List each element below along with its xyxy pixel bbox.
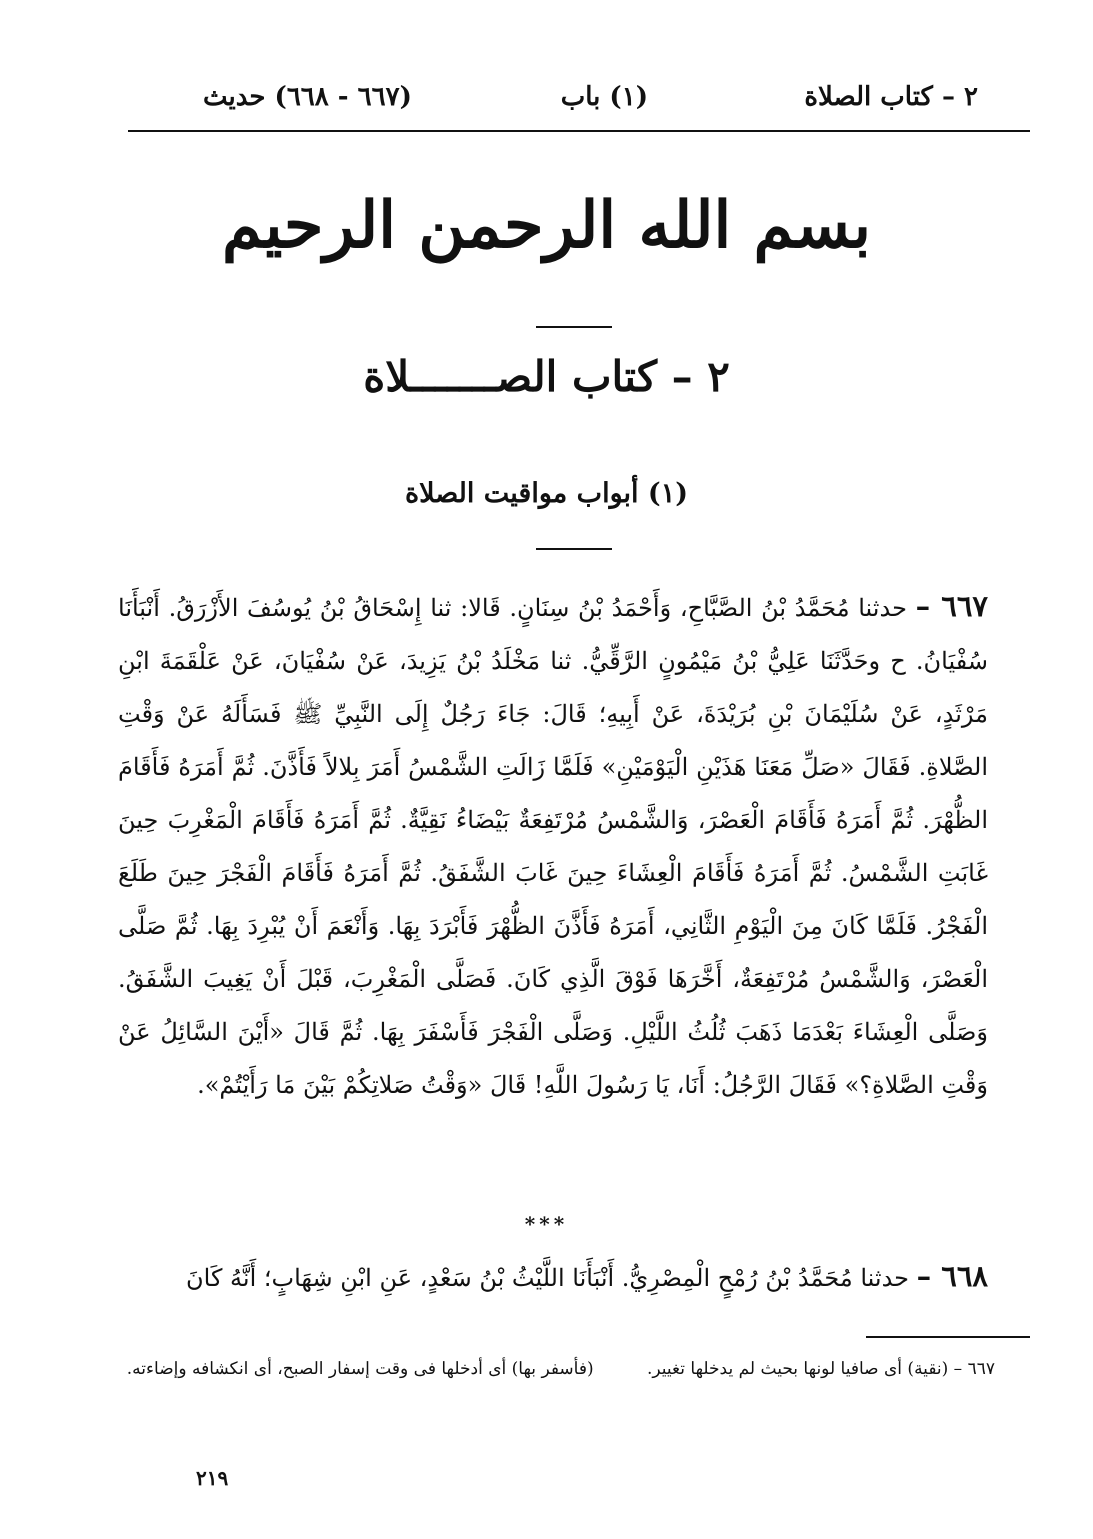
chapter-title: (١) أبواب مواقيت الصلاة — [404, 478, 689, 509]
hadith-text: حدثنا مُحَمَّدُ بْنُ رُمْحٍ الْمِصْرِيُّ. أَنْبَأَنَا اللَّيْثُ بْنُ سَعْدٍ، عَنِ ابْنِ شِهَابٍ؛ أَنَّهُ كَانَ — [186, 1264, 910, 1292]
header-divider — [128, 130, 1030, 132]
footnote-divider — [866, 1336, 1030, 1338]
footnotes — [113, 1352, 995, 1386]
footnote-2: (فأسفر بها) أى أدخلها فى وقت إسفار الصبح، أى انكشافه وإضاءته. — [126, 1359, 594, 1379]
header-book-name: ٢ – كتاب الصلاة — [804, 82, 978, 112]
section-separator: *** — [524, 1212, 569, 1236]
hadith-number: ٦٦٨ – — [916, 1259, 988, 1293]
hadith-668 — [118, 1250, 988, 1305]
hadith-number: ٦٦٧ – — [915, 589, 988, 623]
hadith-667 — [118, 580, 988, 1112]
header-chapter: (١) باب — [560, 82, 648, 112]
header-hadith-range: (٦٦٧ - ٦٦٨) حديث — [203, 82, 412, 112]
page-number: ٢١٩ — [196, 1466, 229, 1490]
hadith-text: حدثنا مُحَمَّدُ بْنُ الصَّبَّاحِ، وَأَحْمَدُ بْنُ سِنَانٍ. قَالا: ثنا إِسْحَاقُ بْنُ يُوسُفَ الأَزْرَقُ. أَنْبَأَنَا سُفْيَانُ. ح وحَدَّثَنَا عَلِيُّ بْنُ مَيْمُونٍ الرَّقِّيُّ. ثنا مَخْلَدُ بْنُ يَزِيدَ، عَنْ سُفْيَانَ، عَنْ عَلْقَمَةَ ابْنِ مَرْثَدٍ، عَنْ سُلَيْمَانَ بْنِ بُرَيْدَةَ، عَنْ أَبِيهِ؛ قَالَ: جَاءَ رَجُلٌ إِلَى النَّبِيِّ ﷺ فَسَأَلَهُ عَنْ وَقْتِ الصَّلاةِ. فَقَالَ «صَلِّ مَعَنَا هَذَيْنِ الْيَوْمَيْنِ» فَلَمَّا زَالَتِ الشَّمْسُ أَمَرَ بِلالاً فَأَذَّنَ. ثُمَّ أَمَرَهُ فَأَقَامَ الظُّهْرَ. ثُمَّ أَمَرَهُ فَأَقَامَ الْعَصْرَ، وَالشَّمْسُ مُرْتَفِعَةٌ بَيْضَاءُ نَقِيَّةٌ. ثُمَّ أَمَرَهُ فَأَقَامَ الْمَغْرِبَ حِينَ غَابَتِ الشَّمْسُ. ثُمَّ أَمَرَهُ فَأَقَامَ الْعِشَاءَ حِينَ غَابَ الشَّفَقُ. ثُمَّ أَمَرَهُ فَأَقَامَ الْفَجْرَ حِينَ طَلَعَ الْفَجْرُ. فَلَمَّا كَانَ مِنَ الْيَوْمِ الثَّانِي، أَمَرَهُ فَأَذَّنَ الظُّهْرَ فَأَبْرَدَ بِهَا. وَأَنْعَمَ أَنْ يُبْرِدَ بِهَا. ثُمَّ صَلَّى الْعَصْرَ، وَالشَّمْسُ مُرْتَفِعَةٌ، أَخَّرَهَا فَوْقَ الَّذِي كَانَ. فَصَلَّى الْمَغْرِبَ، قَبْلَ أَنْ يَغِيبَ الشَّفَقُ. وَصَلَّى الْعِشَاءَ بَعْدَمَا ذَهَبَ ثُلُثُ اللَّيْلِ. وَصَلَّى الْفَجْرَ فَأَسْفَرَ بِهَا. ثُمَّ قَالَ «أَيْنَ السَّائِلُ عَنْ وَقْتِ الصَّلاةِ؟» فَقَالَ الرَّجُلُ: أَنَا، يَا رَسُولَ اللَّهِ! قَالَ «وَقْتُ صَلاتِكُمْ بَيْنَ مَا رَأَيْتُمْ». — [118, 594, 988, 1099]
book-title: ٢ – كتاب الصـــــــلاة — [363, 352, 730, 401]
basmala-calligraphy: بسم الله الرحمن الرحيم — [221, 188, 872, 263]
title-divider-bottom — [536, 548, 612, 550]
title-divider-top — [536, 326, 612, 328]
footnote-1: ٦٦٧ – (نقية) أى صافيا لونها بحيث لم يدخلها تغيير. — [647, 1359, 995, 1379]
running-header — [128, 82, 1028, 126]
